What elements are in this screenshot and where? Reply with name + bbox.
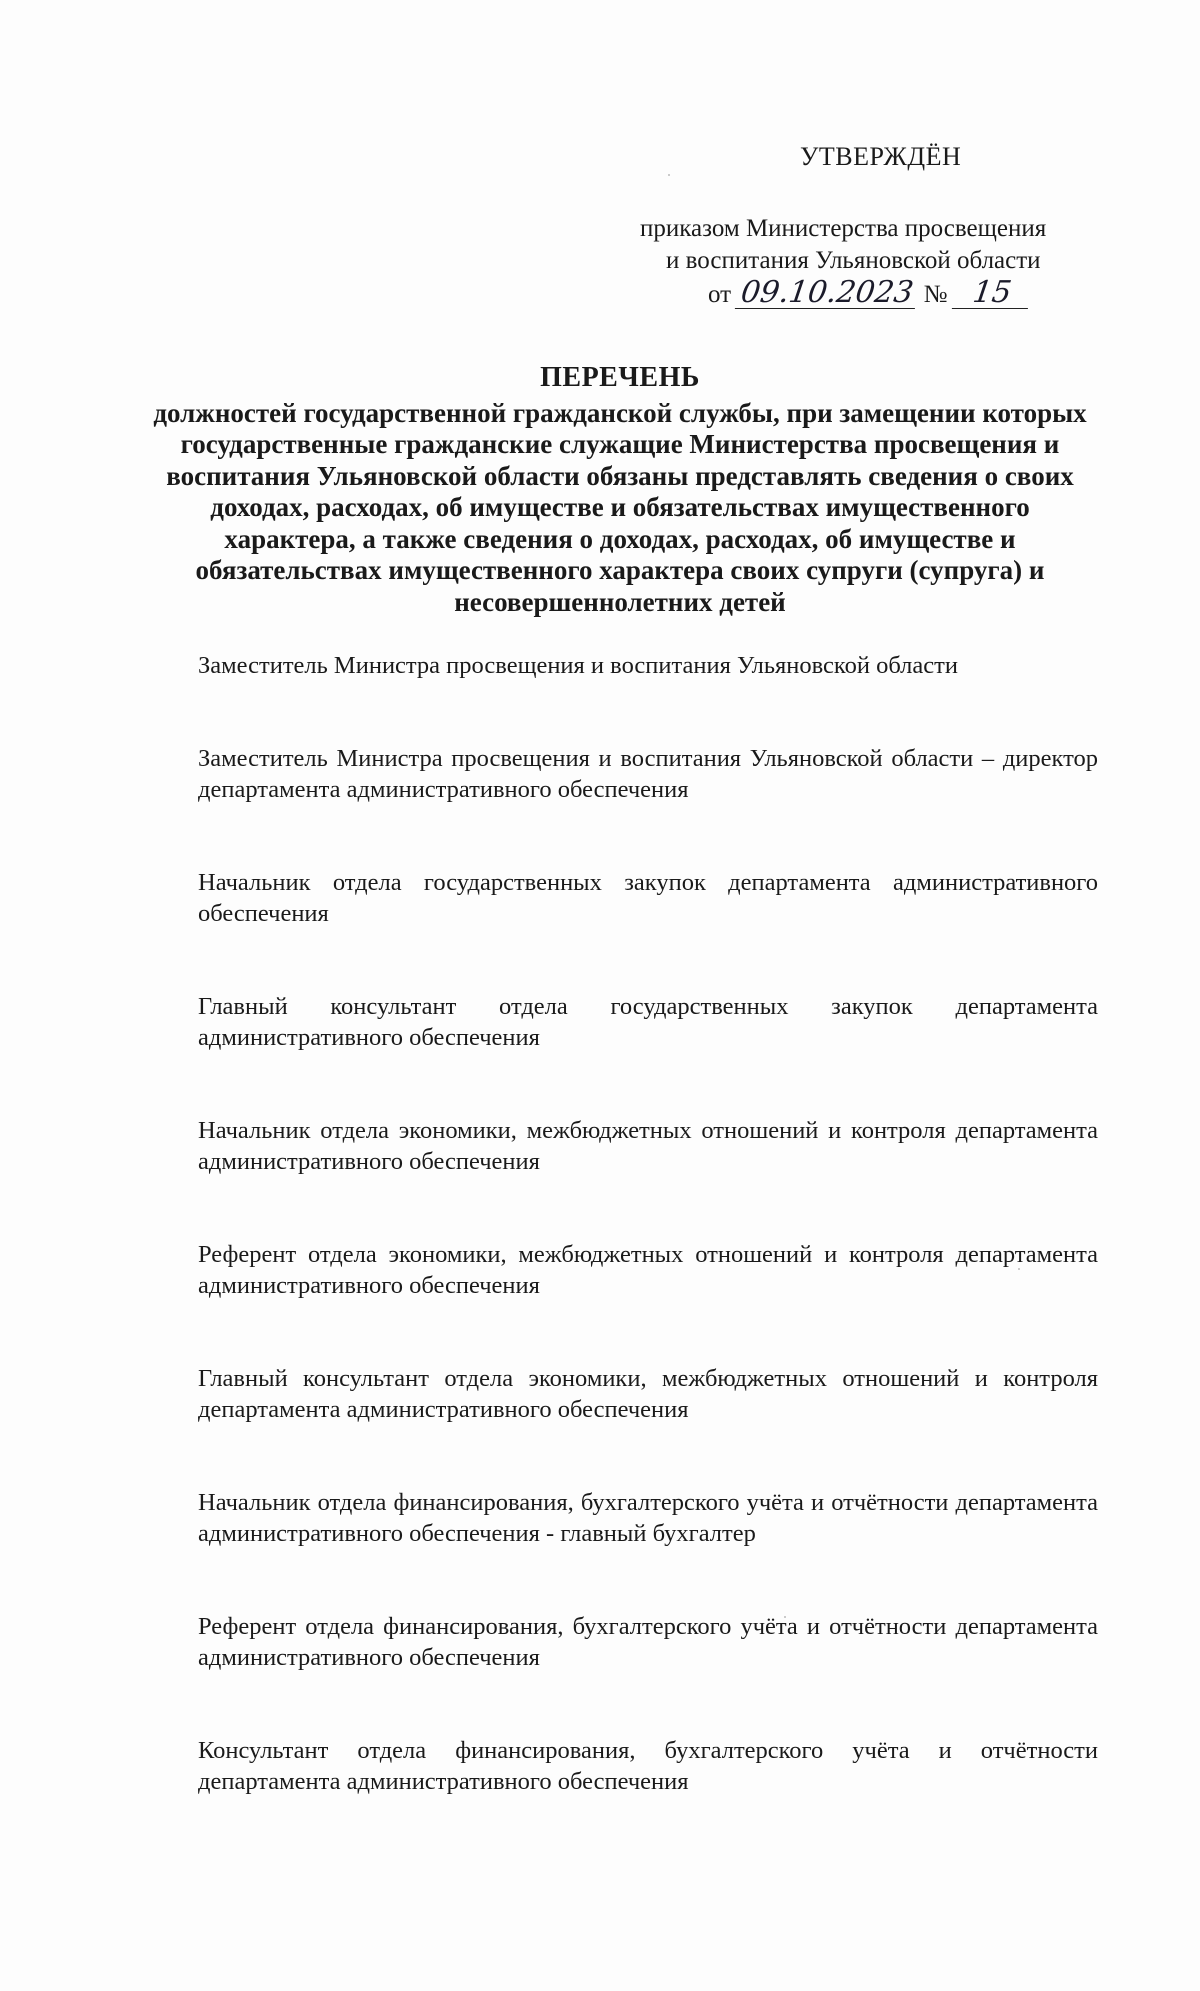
position-item: Консультант отдела финансирования, бухгалтерского учёта и отчётности департамента административного обеспечения [198, 1737, 1098, 1795]
approval-order-line-2: и воспитания Ульяновской области [666, 247, 1041, 274]
handwritten-number: 15 [952, 278, 1032, 309]
approval-title: УТВЕРЖДЁН [800, 142, 962, 171]
position-item: Главный консультант отдела государственных закупок департамента административного обеспечения [198, 993, 1098, 1051]
document-heading [150, 362, 1090, 618]
position-item: Заместитель Министра просвещения и воспитания Ульяновской области [198, 652, 958, 679]
position-item: Начальник отдела государственных закупок департамента административного обеспечения [198, 869, 1098, 927]
positions-list [198, 650, 1098, 1859]
position-item: Референт отдела экономики, межбюджетных отношений и контроля департамента административного обеспечения [198, 1241, 1098, 1299]
from-label: от [708, 281, 732, 308]
approval-order-line-1: приказом Министерства просвещения [640, 215, 1047, 242]
position-item: Главный консультант отдела экономики, межбюджетных отношений и контроля департамента административного обеспечения [198, 1365, 1098, 1423]
number-label: № [923, 281, 948, 308]
position-item: Начальник отдела экономики, межбюджетных отношений и контроля департамента административного обеспечения [198, 1117, 1098, 1175]
position-item: Референт отдела финансирования, бухгалтерского учёта и отчётности департамента административного обеспечения [198, 1613, 1098, 1671]
handwritten-date: 09.10.2023 [735, 278, 919, 309]
scan-speck [668, 174, 670, 176]
position-item: Начальник отдела финансирования, бухгалтерского учёта и отчётности департамента административного обеспечения - главный бухгалтер [198, 1489, 1098, 1547]
document-subtitle: должностей государственной гражданской службы, при замещении которых государственные гражданские служащие Министерства просвещения и воспитания Ульяновской области обязаны представлять сведения о своих доходах, расходах, об имуществе и обязательствах имущественного характера, а также сведения о доходах, расходах, об имуществе и обязательствах имущественного характера своих супруги (супруга) и несовершеннолетних детей [153, 397, 1087, 617]
approval-date-number-line [708, 275, 1030, 312]
position-item: Заместитель Министра просвещения и воспитания Ульяновской области – директор департамента административного обеспечения [198, 745, 1098, 803]
document-title: ПЕРЕЧЕНЬ [540, 362, 700, 393]
